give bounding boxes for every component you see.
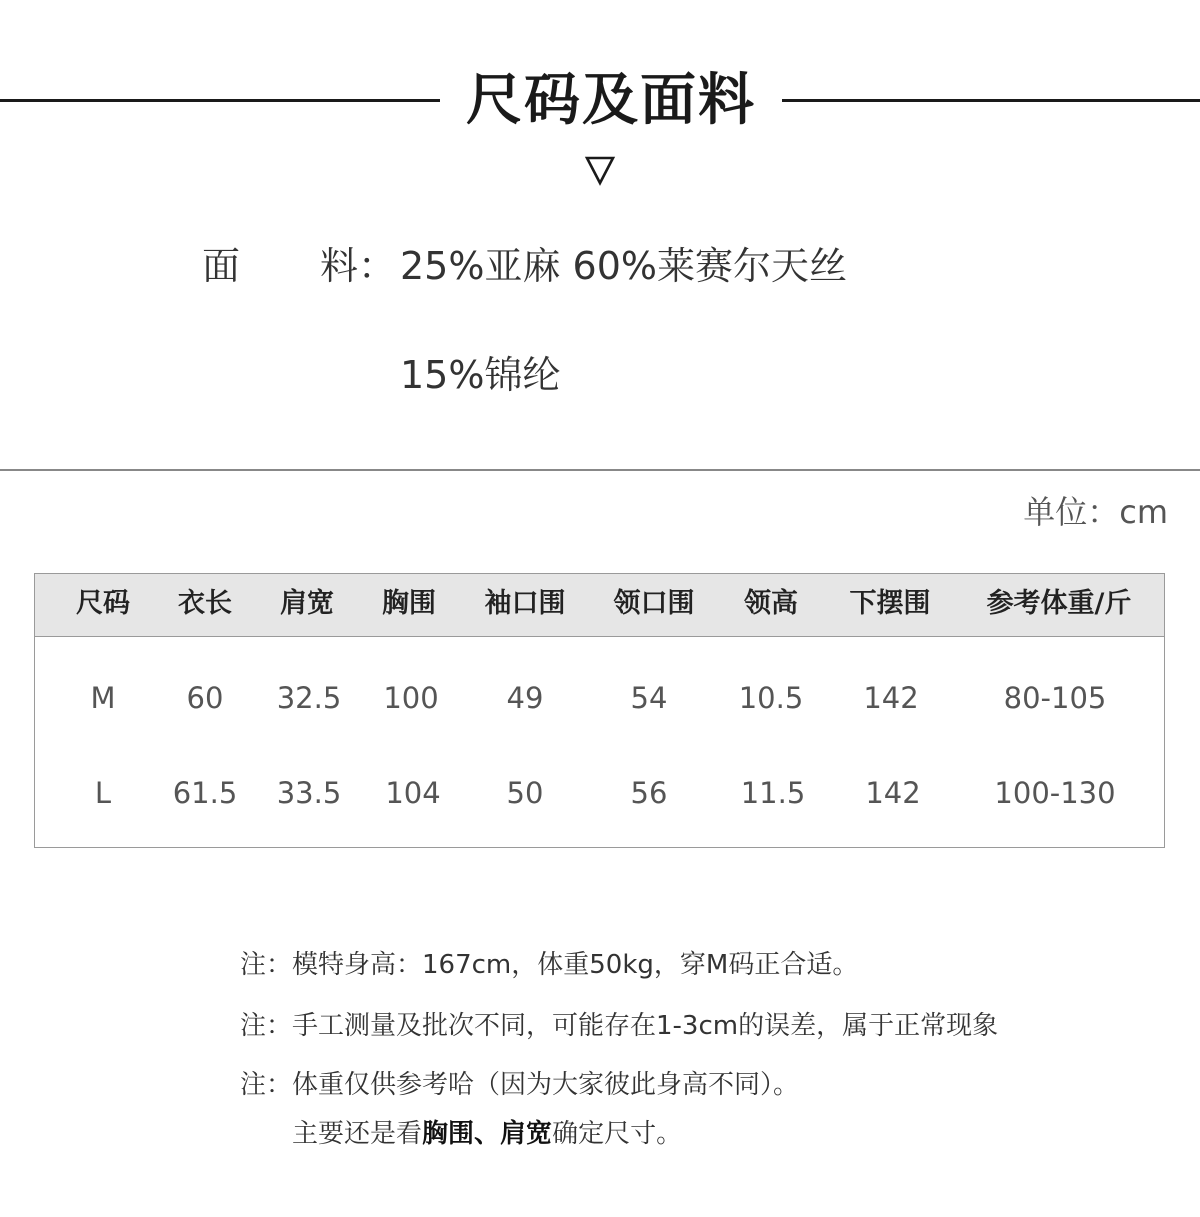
table-row xyxy=(35,574,1164,847)
title-rule-left xyxy=(0,99,440,102)
fabric-label-part2: 料： xyxy=(320,244,397,288)
header-cell-cuff: 袖口围 xyxy=(484,588,566,619)
table-cell: M xyxy=(90,681,116,715)
header-cell-neckline: 领口围 xyxy=(613,588,695,619)
size-table xyxy=(34,573,1165,848)
note-size-advice xyxy=(292,1114,682,1154)
page-title: 尺码及面料 xyxy=(466,68,756,133)
header-cell-length: 衣长 xyxy=(178,588,232,619)
note-advice-prefix: 主要还是看 xyxy=(292,1119,423,1149)
note-measurement-error: 注：手工测量及批次不同，可能存在1-3cm的误差，属于正常现象 xyxy=(240,1011,999,1041)
header-cell-hem: 下摆围 xyxy=(849,588,931,619)
table-cell: 33.5 xyxy=(276,776,342,810)
fabric-label-part1: 面 xyxy=(202,244,241,288)
table-cell: 60 xyxy=(186,681,224,715)
table-cell: 49 xyxy=(506,681,544,715)
table-cell: 100 xyxy=(383,681,439,715)
unit-label: 单位：cm xyxy=(1023,493,1168,531)
table-cell: 56 xyxy=(630,776,668,810)
table-cell: 11.5 xyxy=(740,776,806,810)
fabric-composition-line2: 15%锦纶 xyxy=(400,353,561,397)
header-cell-size: 尺码 xyxy=(76,588,130,619)
note-advice-bust: 胸围 xyxy=(422,1119,475,1149)
down-triangle-icon xyxy=(584,152,616,188)
note-advice-suffix: 确定尺寸。 xyxy=(552,1119,683,1149)
table-cell: 142 xyxy=(865,776,921,810)
fabric-composition-line1: 25%亚麻 60%莱赛尔天丝 xyxy=(400,244,848,288)
fabric-label xyxy=(202,241,397,291)
table-cell: 80-105 xyxy=(1003,681,1107,715)
table-cell: 32.5 xyxy=(276,681,342,715)
table-cell: 142 xyxy=(863,681,919,715)
table-cell: 50 xyxy=(506,776,544,810)
table-cell: 54 xyxy=(630,681,668,715)
header-cell-weight: 参考体重/斤 xyxy=(986,588,1132,619)
header-cell-collar-height: 领高 xyxy=(744,588,798,619)
header-cell-bust: 胸围 xyxy=(382,588,436,619)
table-cell: 104 xyxy=(385,776,441,810)
section-divider xyxy=(0,469,1200,471)
table-cell: 10.5 xyxy=(738,681,804,715)
note-model-info: 注：模特身高：167cm，体重50kg，穿M码正合适。 xyxy=(240,950,859,980)
note-advice-shoulder: 肩宽 xyxy=(500,1119,553,1149)
table-cell: 61.5 xyxy=(172,776,238,810)
note-weight-reference: 注：体重仅供参考哈（因为大家彼此身高不同）。 xyxy=(240,1070,800,1100)
note-advice-separator: 、 xyxy=(474,1119,501,1149)
table-cell: 100-130 xyxy=(994,776,1116,810)
table-cell: L xyxy=(94,776,112,810)
header-cell-shoulder: 肩宽 xyxy=(280,588,334,619)
title-rule-right xyxy=(782,99,1200,102)
